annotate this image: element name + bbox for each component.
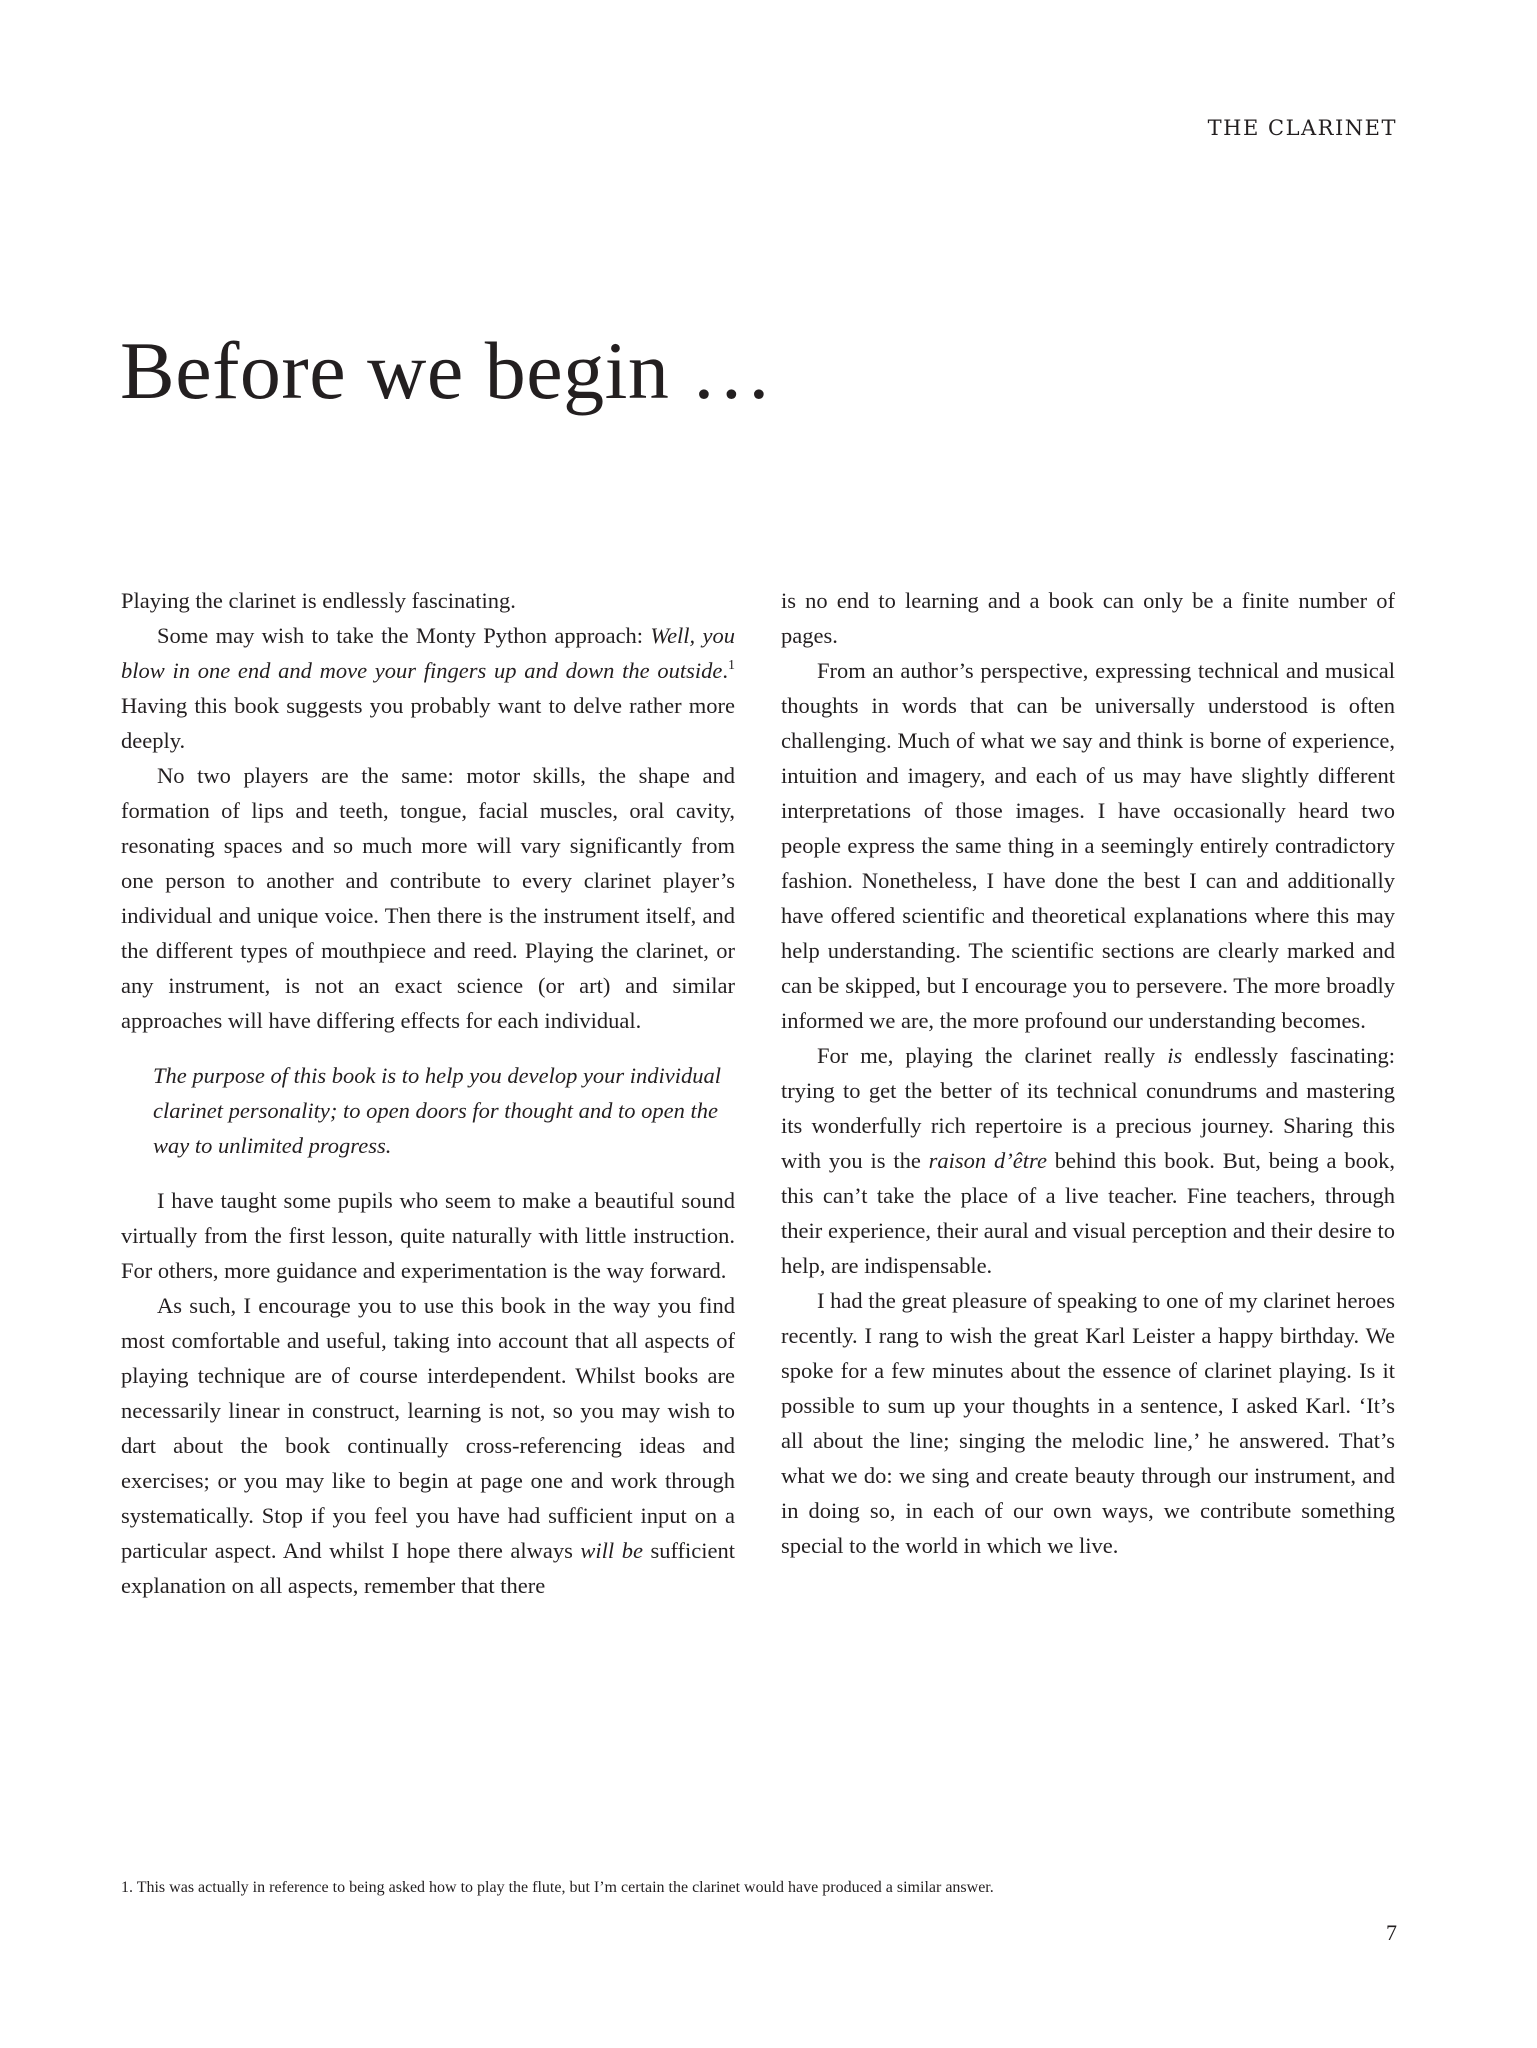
text-span: behind this book. But, being a book, this can’t take the place of a live teacher. Fine teachers, through their experience, their aural and visual perception and their desire to help, are indispensable.	[781, 1148, 1396, 1278]
italic-quote: Well, you blow in one end and move your fingers up and down the outside	[121, 623, 735, 683]
paragraph: is no end to learning and a book can only be a finite number of pages.	[781, 588, 1395, 648]
footnote-reference[interactable]: 1	[728, 658, 735, 673]
text-span: sufficient explanation on all aspects, remember that there	[121, 1538, 736, 1598]
chapter-title: Before we begin …	[120, 325, 773, 416]
footnote	[121, 1879, 994, 1897]
callout-quote: The purpose of this book is to help you develop your individual clarinet personality; to open doors for thought and to open the way to unlimited progress.	[153, 1063, 722, 1158]
left-column	[121, 583, 735, 1603]
paragraph: No two players are the same: motor skills, the shape and formation of lips and teeth, tongue, facial muscles, oral cavity, resonating spaces and so much more will vary significantly from one person to another and contribute to every clarinet player’s individual and unique voice. Then there is the instrument itself, and the different types of mouthpiece and reed. Playing the clarinet, or any instrument, is not an exact science (or art) and similar approaches will have differing effects for each individual.	[121, 763, 735, 1033]
italic-emphasis: will be	[580, 1538, 643, 1563]
page-number: 7	[1386, 1920, 1397, 1945]
text-span: Some may wish to take the Monty Python approach:	[157, 623, 651, 648]
text-span: Having this book suggests you probably want to delve rather more deeply.	[121, 693, 735, 753]
text-span: As such, I encourage you to use this book in the way you find most comfortable and useful, taking into account that all aspects of playing technique are of course interdependent. Whilst books are necessarily linear in construct, learning is not, so you may wish to dart about the book continually cross-referencing ideas and exercises; or you may like to begin at page one and work through systematically. Stop if you feel you have had sufficient input on a particular aspect. And whilst I hope there always	[121, 1293, 735, 1563]
paragraph	[121, 618, 735, 758]
paragraph: From an author’s perspective, expressing technical and musical thoughts in words that can be universally understood is often challenging. Much of what we say and think is borne of experience, intuition and imagery, and each of us may have slightly different interpretations of those images. I have occasionally heard two people express the same thing in a seemingly entirely contradictory fashion. Nonetheless, I have done the best I can and additionally have offered scientific and theoretical explanations where this may help understanding. The scientific sections are clearly marked and can be skipped, but I encourage you to persevere. The more broadly informed we are, the more profound our understanding becomes.	[781, 658, 1395, 1033]
footnote-number: 1.	[121, 1879, 133, 1896]
italic-emphasis: raison d’être	[928, 1148, 1047, 1173]
paragraph	[121, 1288, 735, 1603]
paragraph: Playing the clarinet is endlessly fascinating.	[121, 588, 516, 613]
text-span: For me, playing the clarinet really	[817, 1043, 1168, 1068]
paragraph	[781, 1038, 1395, 1283]
text-span: .	[722, 658, 728, 683]
italic-emphasis: is	[1167, 1043, 1183, 1068]
running-head: THE CLARINET	[1207, 116, 1397, 140]
right-column	[781, 583, 1395, 1563]
paragraph: I had the great pleasure of speaking to one of my clarinet heroes recently. I rang to wish the great Karl Leister a happy birthday. We spoke for a few minutes about the essence of clarinet playing. Is it possible to sum up your thoughts in a sentence, I asked Karl. ‘It’s all about the line; singing the melodic line,’ he answered. That’s what we do: we sing and create beauty through our instrument, and in doing so, in each of our own ways, we contribute something special to the world in which we live.	[781, 1288, 1395, 1558]
footnote-text: This was actually in reference to being asked how to play the flute, but I’m certain the clarinet would have produced a similar answer.	[133, 1879, 994, 1896]
paragraph: I have taught some pupils who seem to make a beautiful sound virtually from the first lesson, quite naturally with little instruction. For others, more guidance and experimentation is the way forward.	[121, 1188, 735, 1283]
text-span: endlessly fascinating: trying to get the better of its technical conundrums and mastering its wonderfully rich repertoire is a precious journey. Sharing this with you is the	[781, 1043, 1395, 1173]
